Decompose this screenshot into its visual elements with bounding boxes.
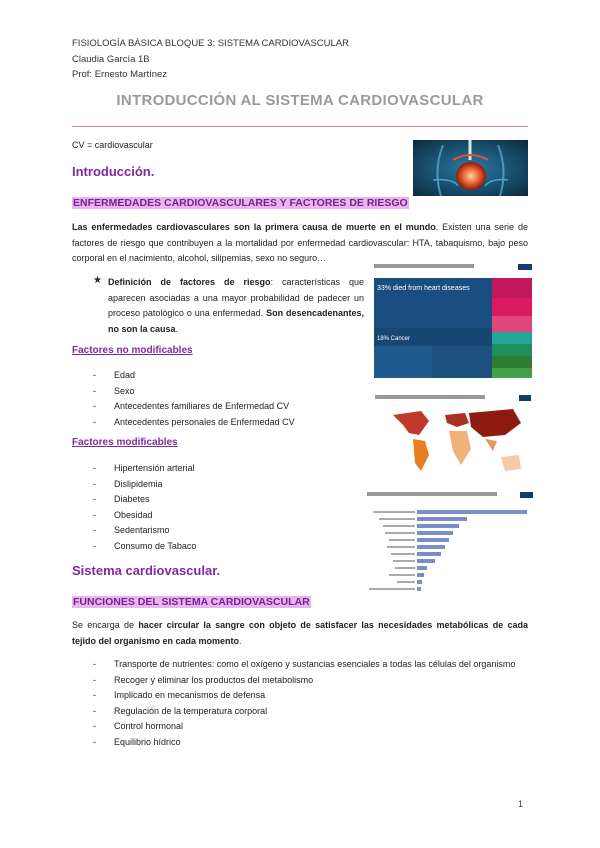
section1-heading: ENFERMEDADES CARDIOVASCULARES Y FACTORES DE RIESGO (73, 197, 408, 209)
list-item: - Antecedentes familiares de Enfermedad CV (93, 399, 363, 415)
list-item: - Sexo (93, 384, 363, 400)
list-item: - Sedentarismo (93, 523, 363, 539)
list-item: - Implicado en mecanismos de defensa (93, 688, 533, 704)
heart-anatomy-image (413, 140, 528, 196)
world-map-figure (373, 393, 533, 485)
bar-chart-figure (365, 490, 535, 594)
header-professor: Prof: Ernesto Martínez (72, 69, 168, 80)
star-bullet-icon: ★ (93, 275, 102, 286)
list-item: - Regulación de la temperatura corporal (93, 704, 533, 720)
functions-paragraph: Se encarga de hacer circular la sangre con objeto de satisfacer las necesidades metabólicas de cada tejido del organismo en cada momento. (72, 620, 529, 646)
header-student: Claudia García 1B (72, 54, 150, 65)
cv-system-heading: Sistema cardiovascular. (72, 563, 221, 578)
title-divider (72, 126, 528, 127)
modifiable-heading: Factores modificables (72, 437, 178, 448)
list-item: - Obesidad (93, 508, 363, 524)
list-item: - Transporte de nutrientes: como el oxígeno y sustancias esenciales a todas las células del organismo (93, 657, 533, 673)
header-course: FISIOLOGÍA BÁSICA BLOQUE 3: SISTEMA CARDIOVASCULAR (72, 38, 349, 49)
list-item: - Diabetes (93, 492, 363, 508)
list-item: - Consumo de Tabaco (93, 539, 363, 555)
list-item: - Control hormonal (93, 719, 533, 735)
risk-factor-definition: Definición de factores de riesgo: características que aparecen asociadas a una mayor probabilidad de padecer un proceso patológico o una enfermedad. Son desencadenantes, no son la causa. (108, 277, 364, 334)
section1-paragraph: Las enfermedades cardiovasculares son la primera causa de muerte en el mundo. Existen una serie de factores de riesgo que contribuyen a la mortalidad por enfermedad cardiovascular: HTA, tabaquismo, bajo peso corporal en el nacimiento, alcohol, silipemias, sexo no seguro… (72, 222, 528, 263)
functions-heading: FUNCIONES DEL SISTEMA CARDIOVASCULAR (73, 596, 310, 608)
treemap-cancer-label: 18% Cancer (377, 336, 411, 342)
treemap-cvd-label: 33% died from heart diseases (377, 285, 470, 292)
list-item: - Equilibrio hídrico (93, 735, 533, 751)
intro-heading: Introducción. (72, 164, 155, 179)
modifiable-list (93, 461, 363, 554)
functions-list (93, 657, 533, 750)
list-item: - Antecedentes personales de Enfermedad CV (93, 415, 363, 431)
causes-of-death-treemap (373, 262, 533, 383)
list-item: - Dislipidemia (93, 477, 363, 493)
non-modifiable-list (93, 368, 363, 430)
abbreviation-note: CV = cardiovascular (72, 140, 153, 150)
list-item: - Hipertensión arterial (93, 461, 363, 477)
non-modifiable-heading: Factores no modificables (72, 345, 193, 356)
page-number: 1 (518, 799, 524, 809)
list-item: - Recoger y eliminar los productos del metabolismo (93, 673, 533, 689)
list-item: - Edad (93, 368, 363, 384)
page-title: INTRODUCCIÓN AL SISTEMA CARDIOVASCULAR (116, 92, 484, 109)
